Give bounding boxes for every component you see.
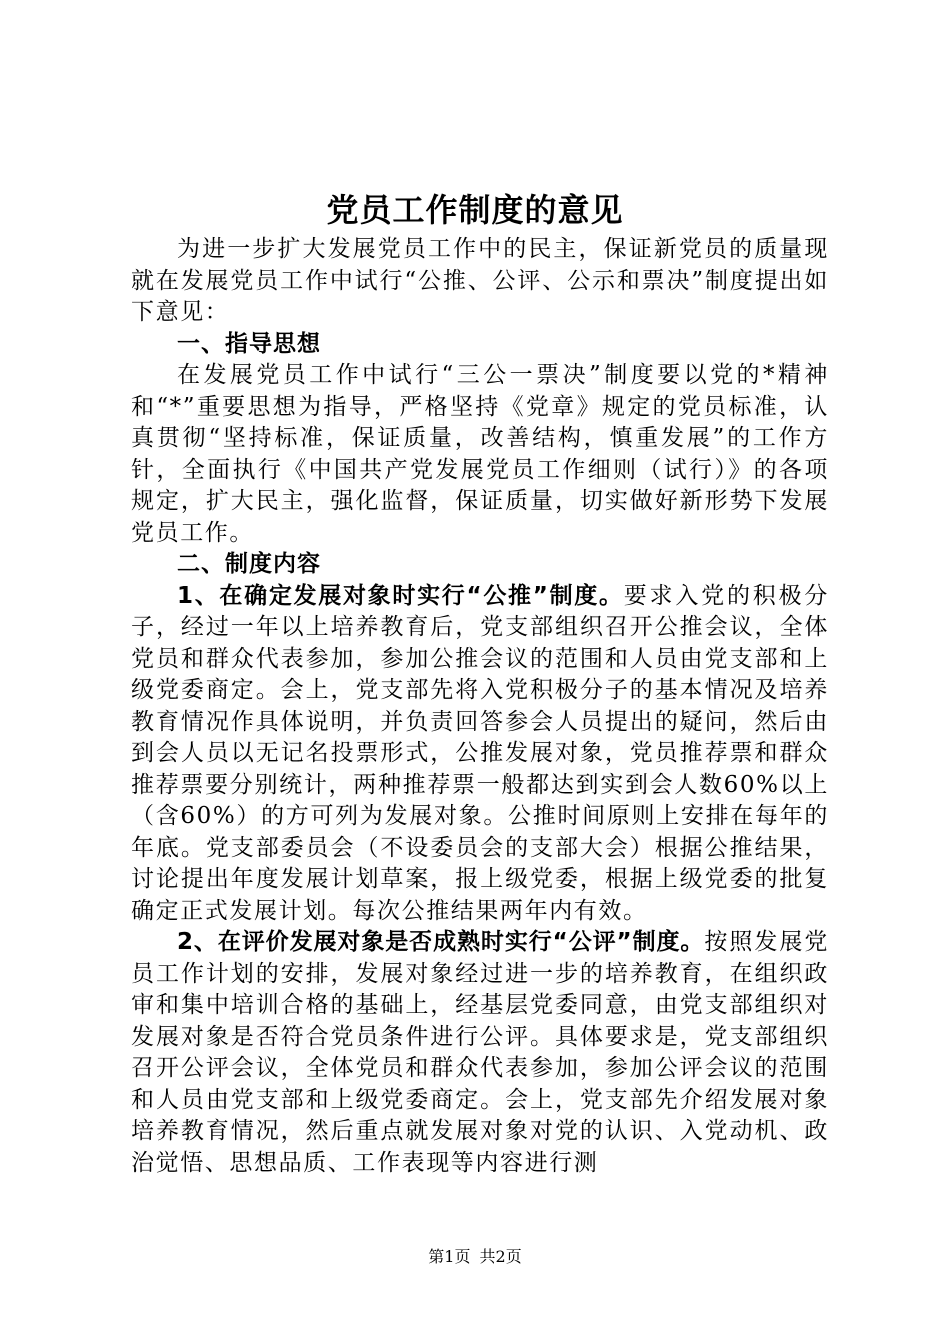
intro-paragraph: 为进一步扩大发展党员工作中的民主，保证新党员的质量现就在发展党员工作中试行“公推、公评、公示和票决”制度提出如下意见： bbox=[131, 236, 829, 325]
section-heading-guiding-thought: 一、指导思想 bbox=[177, 330, 321, 357]
page-number-total: 共2页 bbox=[479, 1247, 522, 1266]
item-public-recommendation bbox=[131, 581, 829, 928]
page-number-current: 第1页 bbox=[428, 1247, 471, 1266]
item-public-recommendation-text: 要求入党的积极分子，经过一年以上培养教育后，党支部组织召开公推会议，全体党员和群众代表参加，参加公推会议的范围和人员由党支部和上级党委商定。会上，党支部先将入党积极分子的基本情况及培养教育情况作具体说明，并负责回答参会人员提出的疑问，然后由到会人员以无记名投票形式，公推发展对象，党员推荐票和群众推荐票要分别统计，两种推荐票一般都达到实到会人数60%以上（含60%）的方可列为发展对象。公推时间原则上安排在每年的年底。党支部委员会（不设委员会的支部大会）根据公推结果，讨论提出年度发展计划草案，报上级党委，根据上级党委的批复确定正式发展计划。每次公推结果两年内有效。 bbox=[131, 582, 829, 924]
page-footer bbox=[0, 1246, 950, 1268]
item-public-evaluation-lead: 2、在评价发展对象是否成熟时实行“公评”制度。 bbox=[177, 929, 705, 955]
item-public-evaluation-text: 按照发展党员工作计划的安排，发展对象经过进一步的培养教育，在组织政审和集中培训合格的基础上，经基层党委同意，由党支部组织对发展对象是否符合党员条件进行公评。具体要求是，党支部组织召开公评会议，全体党员和群众代表参加，参加公评会议的范围和人员由党支部和上级党委商定。会上，党支部先介绍发展对象培养教育情况，然后重点就发展对象对党的认识、入党动机、政治觉悟、思想品质、工作表现等内容进行测 bbox=[131, 929, 829, 1176]
section-heading-system-content: 二、制度内容 bbox=[177, 551, 321, 577]
document-title: 党员工作制度的意见 bbox=[326, 191, 624, 229]
item-public-evaluation bbox=[131, 927, 829, 1179]
guiding-thought-paragraph: 在发展党员工作中试行“三公一票决”制度要以党的*精神和“*”重要思想为指导，严格坚持《党章》规定的党员标准，认真贯彻“坚持标准，保证质量，改善结构，慎重发展”的工作方针，全面执行《中国共产党发展党员工作细则（试行）》的各项规定，扩大民主，强化监督，保证质量，切实做好新形势下发展党员工作。 bbox=[131, 362, 829, 546]
item-public-recommendation-lead: 1、在确定发展对象时实行“公推”制度。 bbox=[177, 582, 624, 609]
document-body bbox=[131, 234, 829, 1179]
